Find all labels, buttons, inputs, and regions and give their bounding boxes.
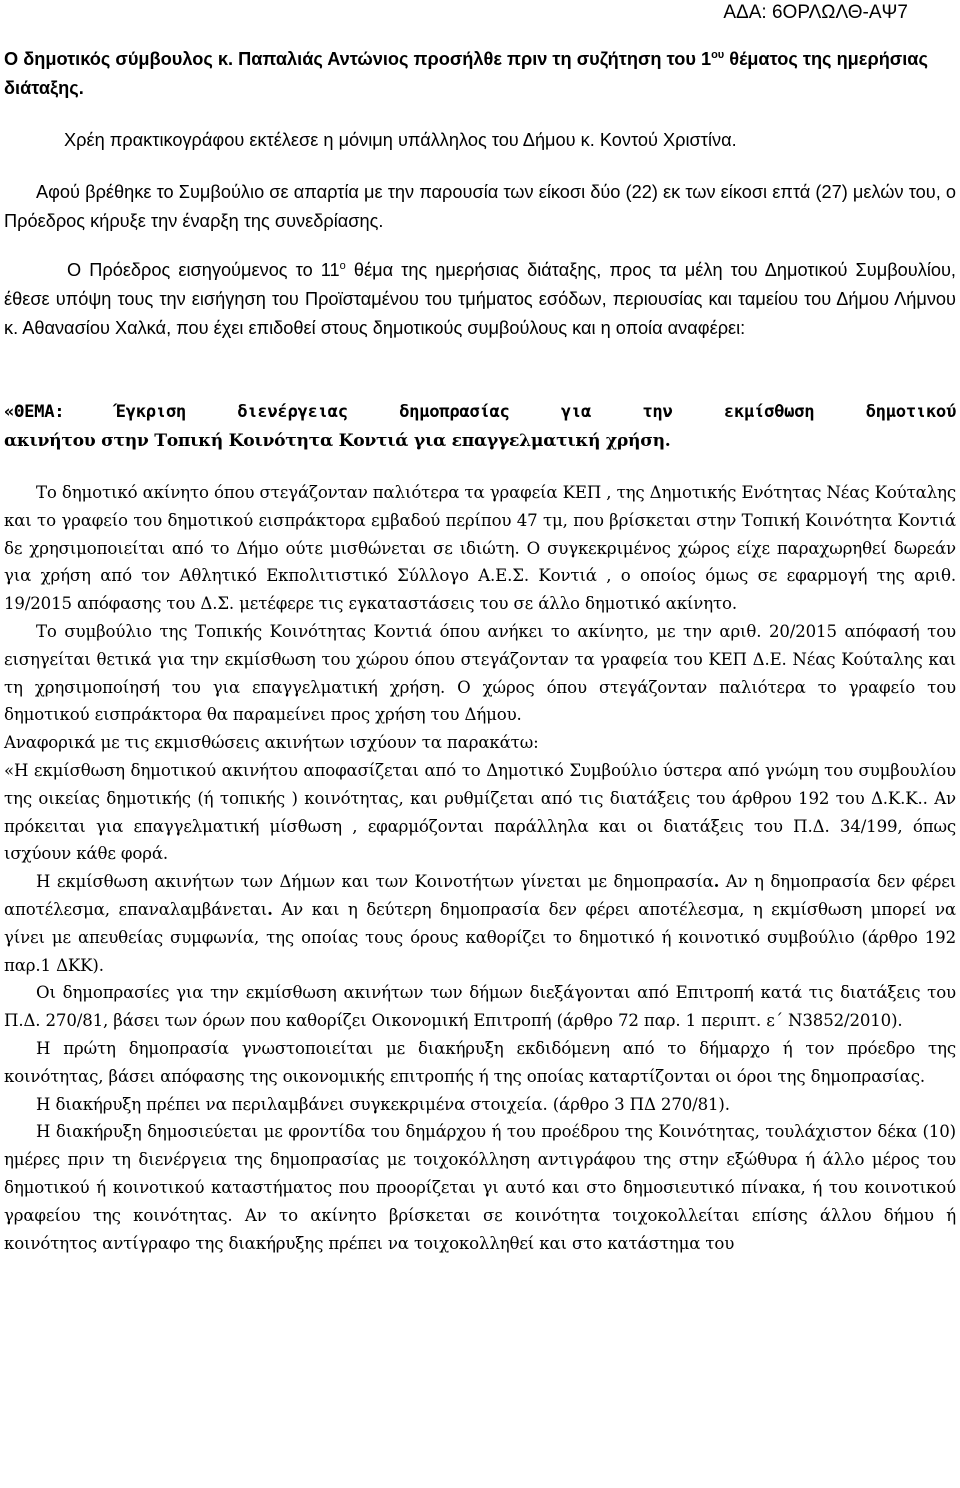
- intro-p1-sup: ου: [711, 48, 725, 61]
- body-paragraph-5: [4, 868, 956, 979]
- intro-paragraph-2: Χρέη πρακτικογράφου εκτέλεσε η μόνιμη υπάλληλος του Δήμου κ. Κοντού Χριστίνα.: [64, 130, 737, 150]
- body-paragraph-9: Η διακήρυξη δημοσιεύεται με φροντίδα του δημάρχου ή του προέδρου της Κοινότητας, τουλάχιστον δέκα (10) ημέρες πριν τη διενέργεια της δημοπρασίας με τοιχοκόλληση αντιγράφου της στην εξώθυρα ή άλλο μέρος του δημοτικού ή κοινοτικού καταστήματος που προορίζεται γι αυτό και στο δημοσιευτικό πίνακα, ή του κοινοτικού γραφείου της κοινότητας. Αν το ακίνητο βρίσκεται σε κοινότητα τοιχοκολλείται επίσης άλλου δήμου ή κοινότητος αντίγραφο της διακήρυξης πρέπει να τοιχοκολληθεί και στο κατάστημα του: [4, 1122, 956, 1253]
- theme-heading: [4, 398, 956, 456]
- intro-paragraph-3: Αφού βρέθηκε το Συμβούλιο σε απαρτία με την παρουσία των είκοσι δύο (22) εκ των είκοσι επτά (27) μελών του, ο Πρόεδρος κήρυξε την έναρξη της συνεδρίασης.: [4, 182, 956, 231]
- intro-paragraph-4: [4, 256, 956, 343]
- body-text: [4, 479, 956, 1257]
- intro-p1-text-b: θέματος της ημερήσιας διάταξης.: [4, 49, 928, 98]
- body-paragraph-4: «Η εκμίσθωση δημοτικού ακινήτου αποφασίζεται από το Δημοτικό Συμβούλιο ύστερα από γνώμη του συμβουλίου της οικείας δημοτικής (ή τοπικής ) κοινότητας, και ρυθμίζεται από τις διατάξεις του άρθρου 192 του Δ.Κ.Κ.. Αν πρόκειται για επαγγελματική μίσθωση , εφαρμόζονται παράλληλα και οι διατάξεις του Π.Δ. 34/199, όπως ισχύουν κάθε φορά.: [4, 760, 956, 864]
- intro-p4-sup: ο: [339, 259, 346, 272]
- ada-code: ΑΔΑ: 6ΟΡΛΩΛΘ-ΑΨ7: [723, 2, 908, 23]
- body-p5-b: Αν η δημοπρασία δεν φέρει αποτέλεσμα, επαναλαμβάνεται: [4, 872, 956, 919]
- theme-line-2: ακινήτου στην Τοπική Κοινότητα Κοντιά για επαγγελματική χρήση.: [4, 431, 671, 451]
- body-p5-dot2: .: [267, 898, 273, 919]
- body-paragraph-3: Αναφορικά με τις εκμισθώσεις ακινήτων ισχύουν τα παρακάτω:: [4, 733, 539, 753]
- intro-p4-text-a: Ο Πρόεδρος εισηγούμενος το 11: [67, 260, 340, 280]
- body-paragraph-7: Η πρώτη δημοπρασία γνωστοποιείται με διακήρυξη εκδιδόμενη από το δήμαρχο ή τον πρόεδρο της κοινότητας, βάσει απόφασης της οικονομικής επιτροπής ή της οποίας καταρτίζονται οι όροι της δημοπρασίας.: [4, 1038, 956, 1086]
- body-paragraph-1: Το δημοτικό ακίνητο όπου στεγάζονταν παλιότερα τα γραφεία ΚΕΠ , της Δημοτικής Ενότητας Νέας Κούταλης και το γραφείο του δημοτικού εισπράκτορα εμβαδού περίπου 47 τμ, που βρίσκεται στην Τοπική Κοινότητα Κοντιά δε χρησιμοποιείται από το Δήμο ούτε μισθώνεται σε ιδιώτη. Ο συγκεκριμένος χώρος είχε παραχωρηθεί δωρεάν για χρήση από τον Αθλητικό Εκπολιτιστικό Σύλλογο Α.Ε.Σ. Κοντιά , ο οποίος όμως σε εφαρμογή της αριθ. 19/2015 απόφασης του Δ.Σ. μετέφερε τις εγκαταστάσεις του σε άλλο δημοτικό ακίνητο.: [4, 483, 956, 614]
- body-paragraph-8: Η διακήρυξη πρέπει να περιλαμβάνει συγκεκριμένα στοιχεία. (άρθρο 3 ΠΔ 270/81).: [36, 1094, 730, 1114]
- body-p5-dot: .: [713, 871, 720, 892]
- intro-p1-text-a: Ο δημοτικός σύμβουλος κ. Παπαλιάς Αντώνιος προσήλθε πριν τη συζήτηση του 1: [4, 49, 712, 69]
- theme-line-1: «ΘΕΜΑ: Έγκριση διενέργειας δημοπρασίας για την εκμίσθωση δημοτικού: [4, 402, 956, 422]
- body-paragraph-2: Το συμβούλιο της Τοπικής Κοινότητας Κοντιά όπου ανήκει το ακίνητο, με την αριθ. 20/2015 απόφασή του εισηγείται θετικά για την εκμίσθωση του χώρου όπου στεγάζονταν τα γραφεία του ΚΕΠ Δ.Ε. Νέας Κούταλης και τη χρησιμοποίησή του για επαγγελματική χρήση. Ο χώρος όπου στεγάζονταν παλιότερα το γραφείο του δημοτικού εισπράκτορα θα παραμείνει προς χρήση του Δήμου.: [4, 621, 956, 725]
- intro-paragraph-1: [4, 45, 956, 103]
- body-p5-c: Αν και η δεύτερη δημοπρασία δεν φέρει αποτέλεσμα, η εκμίσθωση μπορεί να γίνει με απευθείας συμφωνία, της οποίας τους όρους καθορίζει το δημοτικό ή κοινοτικό συμβούλιο (άρθρο 192 παρ.1 ΔΚΚ).: [4, 899, 956, 975]
- body-p5-a: Η εκμίσθωση ακινήτων των Δήμων και των Κοινοτήτων γίνεται με δημοπρασία: [36, 872, 714, 892]
- body-paragraph-6: Οι δημοπρασίες για την εκμίσθωση ακινήτων των δήμων διεξάγονται από Επιτροπή κατά τις διατάξεις του Π.Δ. 270/81, βάσει των όρων που καθορίζει Οικονομική Επιτροπή (άρθρο 72 παρ. 1 περιπτ. ε΄ Ν3852/2010).: [4, 983, 956, 1031]
- intro-p4-text-b: θέμα της ημερήσιας διάταξης, προς τα μέλη του Δημοτικού Συμβουλίου, έθεσε υπόψη τους την εισήγηση του Προϊσταμένου του τμήματος εσόδων, περιουσίας και ταμείου του Δήμου Λήμνου κ. Αθανασίου Χαλκά, που έχει επιδοθεί στους δημοτικούς συμβούλους και η οποία αναφέρει:: [4, 260, 956, 338]
